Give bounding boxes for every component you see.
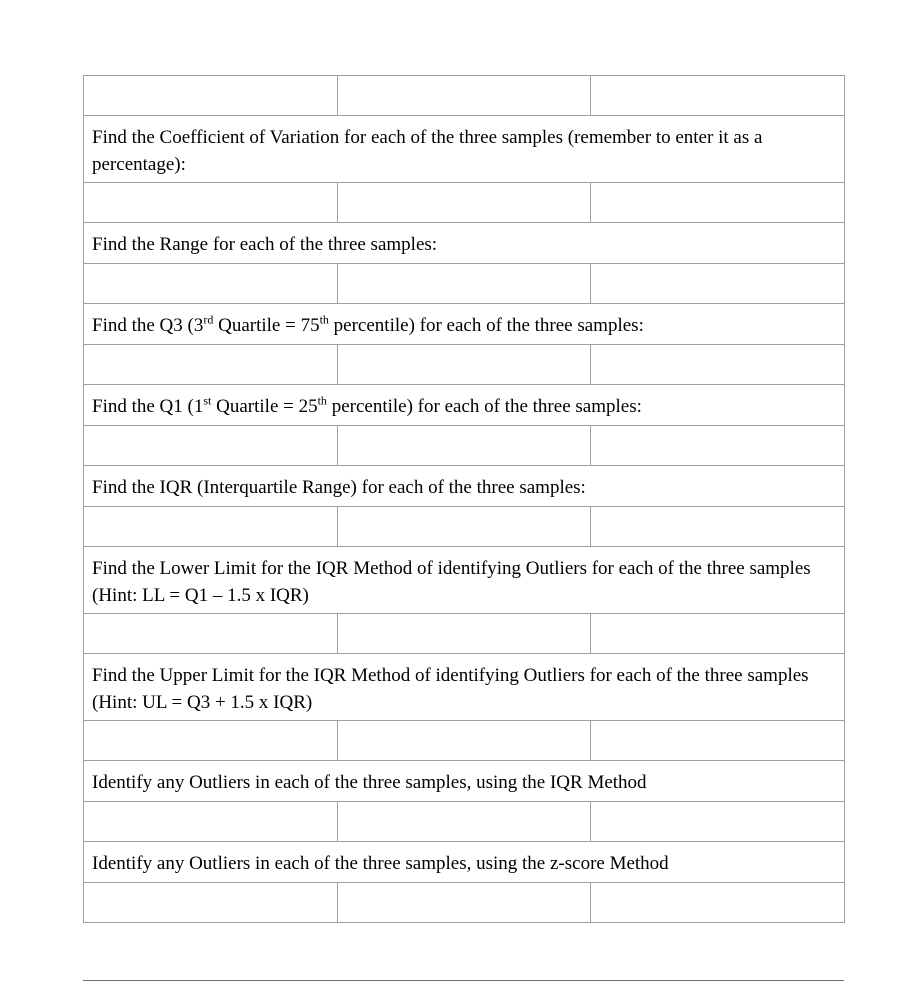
answer-cell-sample-2[interactable] <box>338 183 592 223</box>
answer-row-range <box>84 264 845 304</box>
answer-row-lower-limit <box>84 614 845 654</box>
question-range: Find the Range for each of the three samples: <box>84 223 845 264</box>
answer-row-iqr <box>84 507 845 547</box>
answer-cell-sample-3[interactable] <box>591 345 845 385</box>
q1-percentile-sup: th <box>317 393 327 408</box>
question-q3 <box>84 304 845 345</box>
answer-cell-sample-3[interactable] <box>591 76 845 116</box>
answer-cell-sample-3[interactable] <box>591 721 845 761</box>
q3-text-suffix: percentile) for each of the three samples: <box>328 315 644 336</box>
answer-cell-sample-3[interactable] <box>591 426 845 466</box>
answer-cell-sample-2[interactable] <box>338 802 592 842</box>
answer-cell-sample-1[interactable] <box>84 426 338 466</box>
question-outliers-iqr: Identify any Outliers in each of the three samples, using the IQR Method <box>84 761 845 802</box>
answer-row-upper-limit <box>84 721 845 761</box>
answer-row-outliers-iqr <box>84 802 845 842</box>
q3-text-prefix: Find the Q3 (3 <box>92 315 204 336</box>
question-upper-limit: Find the Upper Limit for the IQR Method of identifying Outliers for each of the three samples (Hint: UL = Q3 + 1.5 x IQR) <box>84 654 845 721</box>
answer-cell-sample-1[interactable] <box>84 507 338 547</box>
answer-cell-sample-3[interactable] <box>591 264 845 304</box>
answer-row-cv <box>84 183 845 223</box>
q1-text-mid: Quartile = 25 <box>211 396 318 417</box>
answer-cell-sample-3[interactable] <box>591 614 845 654</box>
answer-cell-sample-2[interactable] <box>338 507 592 547</box>
answer-cell-sample-2[interactable] <box>338 264 592 304</box>
q1-ordinal-sup: st <box>203 393 212 408</box>
answer-cell-sample-3[interactable] <box>591 183 845 223</box>
answer-cell-sample-1[interactable] <box>84 345 338 385</box>
question-lower-limit: Find the Lower Limit for the IQR Method of identifying Outliers for each of the three samples (Hint: LL = Q1 – 1.5 x IQR) <box>84 547 845 614</box>
q1-text-prefix: Find the Q1 (1 <box>92 396 204 417</box>
answer-cell-sample-2[interactable] <box>338 345 592 385</box>
answer-cell-sample-1[interactable] <box>84 721 338 761</box>
q1-text-suffix: percentile) for each of the three samples: <box>326 396 642 417</box>
answer-cell-sample-2[interactable] <box>338 721 592 761</box>
answer-row-q3 <box>84 345 845 385</box>
answer-cell-sample-1[interactable] <box>84 802 338 842</box>
answer-cell-sample-2[interactable] <box>338 883 592 923</box>
answer-cell-sample-1[interactable] <box>84 264 338 304</box>
question-coefficient-of-variation: Find the Coefficient of Variation for each of the three samples (remember to enter it as a percentage): <box>84 116 845 183</box>
answer-cell-sample-3[interactable] <box>591 802 845 842</box>
q3-percentile-sup: th <box>319 312 329 327</box>
answer-cell-sample-1[interactable] <box>84 76 338 116</box>
q3-text-mid: Quartile = 75 <box>213 315 320 336</box>
question-outliers-z-score: Identify any Outliers in each of the three samples, using the z-score Method <box>84 842 845 883</box>
answer-cell-sample-2[interactable] <box>338 76 592 116</box>
answer-cell-sample-3[interactable] <box>591 883 845 923</box>
answer-cell-sample-3[interactable] <box>591 507 845 547</box>
answer-cell-sample-1[interactable] <box>84 883 338 923</box>
answer-cell-sample-1[interactable] <box>84 614 338 654</box>
q3-ordinal-sup: rd <box>203 312 214 327</box>
answer-row-outliers-z-score <box>84 883 845 923</box>
answer-cell-sample-2[interactable] <box>338 426 592 466</box>
worksheet-table <box>83 75 845 923</box>
question-q1 <box>84 385 845 426</box>
answer-row-q1 <box>84 426 845 466</box>
footer-divider <box>83 980 844 981</box>
answer-row-top <box>84 76 845 116</box>
answer-cell-sample-1[interactable] <box>84 183 338 223</box>
question-iqr: Find the IQR (Interquartile Range) for each of the three samples: <box>84 466 845 507</box>
answer-cell-sample-2[interactable] <box>338 614 592 654</box>
